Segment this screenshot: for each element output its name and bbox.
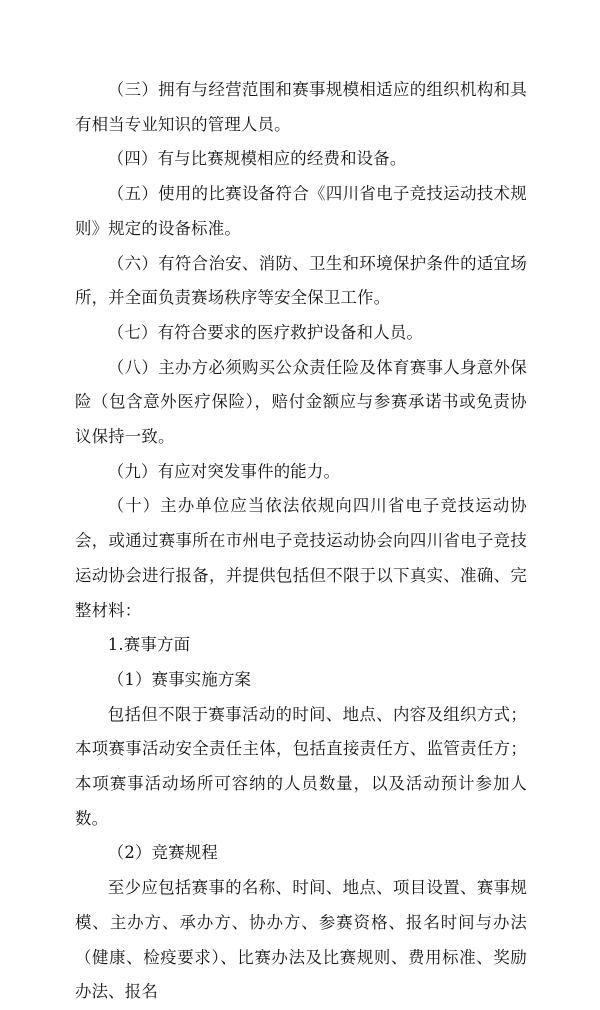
paragraph-6: （六）有符合治安、消防、卫生和环境保护条件的适宜场所，并全面负责赛场秩序等安全保卫工作。 bbox=[75, 253, 527, 308]
section-heading-event: 1.赛事方面 bbox=[107, 635, 191, 655]
document-body bbox=[75, 73, 527, 1010]
paragraph-7: （七）有符合要求的医疗救护设备和人员。 bbox=[107, 322, 424, 342]
subheading-competition-rules: （2）竞赛规程 bbox=[107, 843, 218, 863]
paragraph-10: （十）主办单位应当依法依规向四川省电子竞技运动协会，或通过赛事所在市州电子竞技运动协会向四川省电子竞技运动协会进行报备，并提供包括但不限于以下真实、准确、完整材料： bbox=[75, 496, 527, 620]
paragraph-3: （三）拥有与经营范围和赛事规模相适应的组织机构和具有相当专业知识的管理人员。 bbox=[75, 80, 527, 134]
paragraph-8: （八）主办方必须购买公众责任险及体育赛事人身意外保险（包含意外医疗保险），赔付金额应与参赛承诺书或免责协议保持一致。 bbox=[75, 357, 527, 447]
paragraph-competition-rules: 至少应包括赛事的名称、时间、地点、项目设置、赛事规模、主办方、承办方、协办方、参赛资格、报名时间与办法（健康、检疫要求）、比赛办法及比赛规则、费用标准、奖励办法、报名 bbox=[75, 878, 527, 1002]
paragraph-4: （四）有与比赛规模相应的经费和设备。 bbox=[107, 149, 407, 169]
paragraph-5: （五）使用的比赛设备符合《四川省电子竞技运动技术规则》规定的设备标准。 bbox=[75, 184, 527, 238]
paragraph-implementation-plan: 包括但不限于赛事活动的时间、地点、内容及组织方式；本项赛事活动安全责任主体，包括直接责任方、监管责任方；本项赛事活动场所可容纳的人员数量，以及活动预计参加人数。 bbox=[75, 704, 527, 828]
paragraph-9: （九）有应对突发事件的能力。 bbox=[107, 461, 341, 481]
subheading-implementation-plan: （1）赛事实施方案 bbox=[107, 669, 252, 689]
